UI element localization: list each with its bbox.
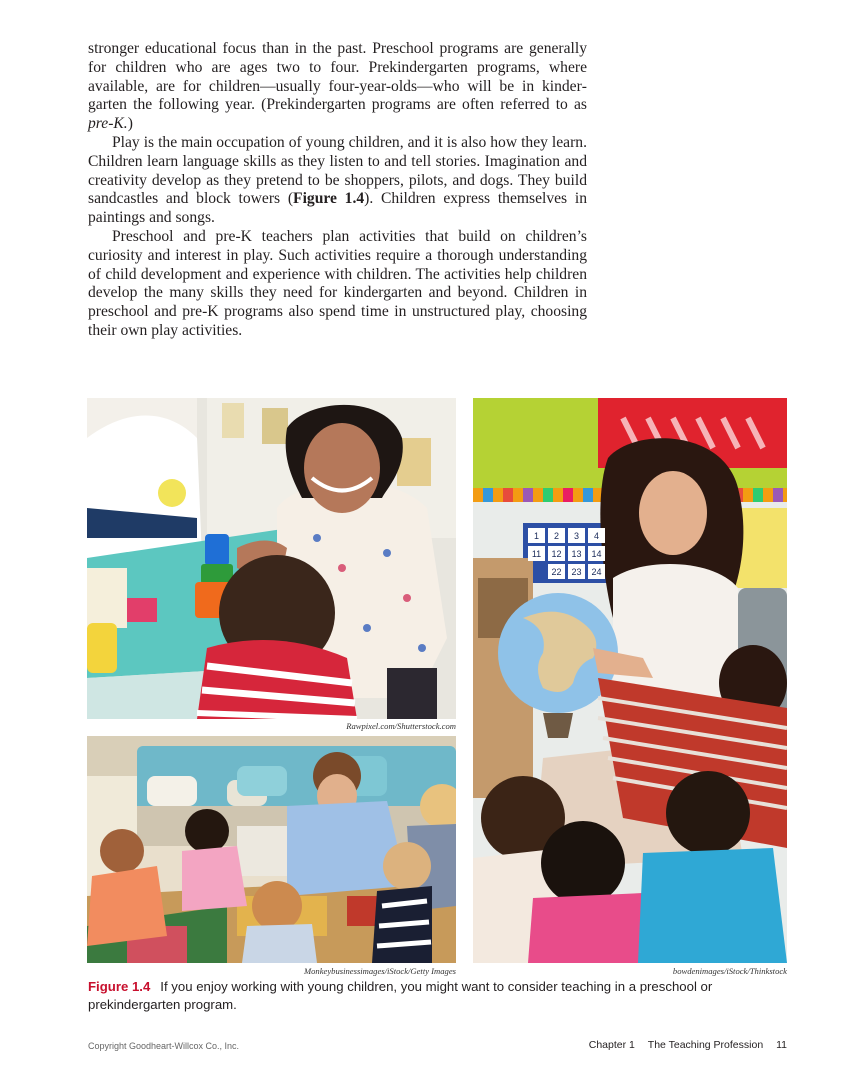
- paragraph-1-text: stronger educational focus than in the past. Preschool programs are generally for children who are ages two to four. Prekindergarten programs, where available, are for children—usually four-year-olds—who will be in kindergarten the following year. (Prekindergarten programs are often referred to as: [88, 40, 587, 114]
- running-footer: [589, 1039, 787, 1051]
- paragraph-2-end: ). Children express themselves in paintings and songs.: [88, 190, 587, 227]
- page-number: 11: [776, 1039, 787, 1051]
- photo-classroom-group: [87, 736, 456, 963]
- photo-teacher-globe: [473, 398, 787, 963]
- paragraph-3-text: Preschool and pre-K teachers plan activities that build on children’s curiosity and interest in play. Such activities require a thorough understanding of child development and experience with children. The activities help children develop the many skills they need for kindergarten and beyond. Children in preschool and pre-K programs also spend time in unstructured play, choosing their own play activities.: [88, 227, 587, 339]
- paragraph-3: [88, 228, 587, 341]
- paragraph-1-end: ): [127, 115, 133, 133]
- calendar-number: 4: [593, 531, 600, 541]
- photo-teacher-globe-illustration: [473, 398, 787, 963]
- calendar-number: 22: [551, 567, 562, 577]
- calendar-number: 13: [571, 549, 582, 559]
- figure-caption-text: If you enjoy working with young children, you might want to consider teaching in a preschool or prekindergarten program.: [88, 979, 713, 1012]
- calendar-number: 11: [531, 549, 542, 559]
- calendar-number: 23: [571, 567, 582, 577]
- pre-k-term: pre-K.: [88, 115, 128, 133]
- photo-classroom-group-illustration: [87, 736, 456, 963]
- figure-caption: [88, 978, 748, 1014]
- photo-teacher-toddler-illustration: [87, 398, 456, 719]
- figure-reference: Figure 1.4: [293, 190, 365, 208]
- paragraph-1: [88, 40, 587, 134]
- photo-teacher-toddler-blocks: [87, 398, 456, 719]
- calendar-number: 14: [591, 549, 602, 559]
- calendar-number: 2: [553, 531, 560, 541]
- paragraph-2-text: Play is the main occupation of young children, and it is also how they learn. Children learn language skills as they listen to and tell stories. Imagination and creativity develop as they pretend to be shoppers, pilots, and dogs. They build sandcastles and block towers (: [88, 133, 587, 208]
- photo-credit-rawpixel: Rawpixel.com/Shutterstock.com: [346, 721, 456, 731]
- copyright-notice: Copyright Goodheart-Willcox Co., Inc.: [88, 1041, 240, 1051]
- chapter-number: Chapter 1: [588, 1039, 635, 1051]
- photo-credit-monkeybusiness: Monkeybusinessimages/iStock/Getty Images: [303, 966, 456, 976]
- figure-label: Figure 1.4: [88, 979, 151, 994]
- paragraph-2: [88, 134, 587, 228]
- calendar-number: 3: [573, 531, 580, 541]
- calendar-number: 12: [551, 549, 562, 559]
- calendar-number: 1: [533, 531, 540, 541]
- chapter-title: The Teaching Profession: [647, 1039, 764, 1051]
- body-text: [88, 40, 587, 341]
- photo-credit-bowdenimages: bowdenimages/iStock/Thinkstock: [672, 966, 787, 976]
- calendar-number: 24: [591, 567, 602, 577]
